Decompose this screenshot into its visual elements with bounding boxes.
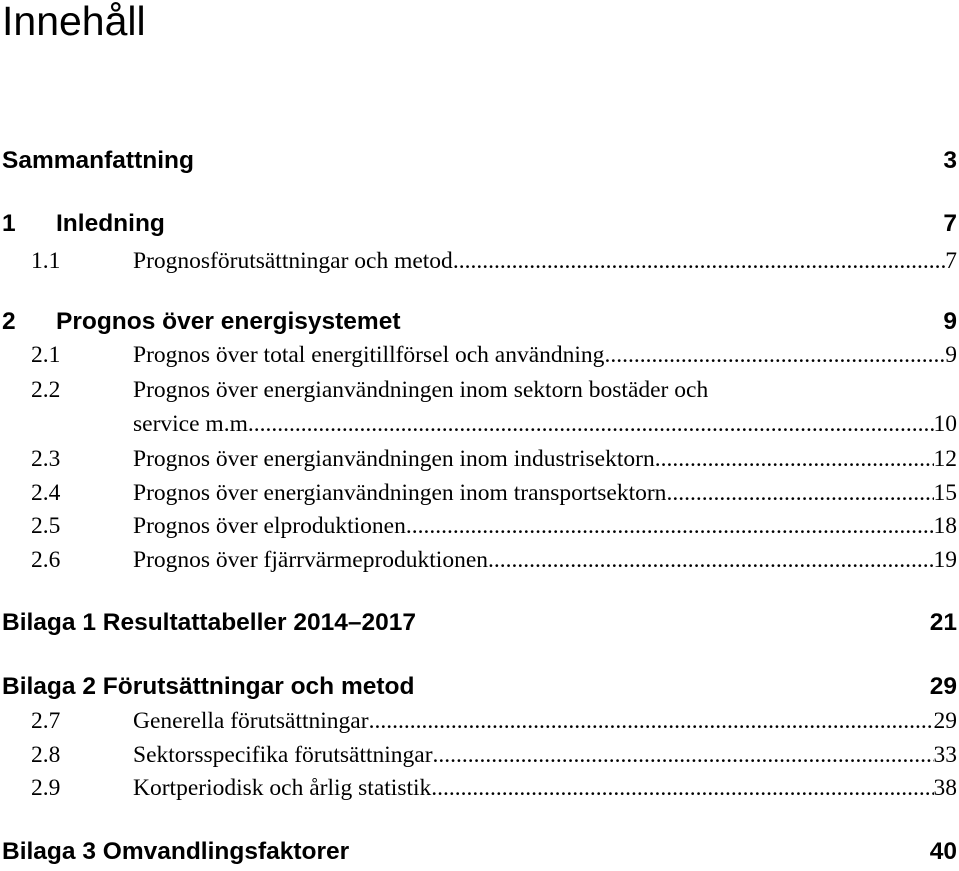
toc-section-text: Prognos över energianvändningen inom transportsektorn (133, 480, 667, 506)
toc-entry-bilaga-1[interactable] (2, 608, 957, 638)
toc-entry-2-5[interactable] (2, 511, 957, 541)
toc-entry-sammanfattning[interactable] (2, 146, 957, 176)
toc-section-text: Generella förutsättningar (133, 708, 369, 734)
toc-page-number: 29 (933, 708, 957, 734)
toc-leader-line (133, 773, 957, 803)
toc-leader-line (133, 740, 957, 770)
toc-leader-line (133, 511, 957, 541)
toc-page-number: 15 (933, 480, 957, 506)
toc-page-number: 9 (945, 342, 957, 368)
toc-entry-2-6[interactable] (2, 545, 957, 575)
toc-section-text: Prognos över total energitillförsel och användning (133, 342, 605, 368)
toc-entry-2-8[interactable] (2, 740, 957, 770)
toc-section-number: 2.1 (31, 342, 61, 368)
toc-entry-bilaga-3[interactable] (2, 837, 957, 867)
toc-entry-2-7[interactable] (2, 706, 957, 736)
toc-section-number: 2.6 (31, 547, 61, 573)
dot-leader (655, 444, 934, 474)
toc-leader-line (133, 340, 957, 370)
toc-entry-chapter-1[interactable] (2, 209, 957, 239)
toc-section-text: Prognos över energianvändningen inom industrisektorn (133, 446, 655, 472)
toc-heading-text: Prognos över energisystemet (56, 308, 401, 335)
toc-page-number: 33 (933, 742, 957, 768)
toc-section-number: 1.1 (31, 248, 61, 274)
toc-section-number: 2.4 (31, 480, 61, 506)
toc-page-number: 38 (933, 775, 957, 801)
toc-section-number: 2.5 (31, 513, 61, 539)
dot-leader (369, 706, 934, 736)
toc-section-text-continued: service m.m. (133, 411, 254, 437)
toc-entry-2-2-continued[interactable] (2, 409, 957, 439)
dot-leader (406, 511, 934, 541)
toc-section-number: 2.2 (31, 377, 61, 403)
toc-heading-text: Bilaga 1 Resultattabeller 2014–2017 (2, 609, 417, 636)
toc-heading-text: Bilaga 3 Omvandlingsfaktorer (2, 838, 350, 865)
dot-leader (431, 773, 933, 803)
toc-leader-line (133, 246, 957, 276)
toc-page-number: 21 (929, 609, 957, 636)
toc-entry-chapter-2[interactable] (2, 307, 957, 337)
toc-section-text: Kortperiodisk och årlig statistik (133, 775, 432, 801)
toc-section-text: Sektorsspecifika förutsättningar (133, 742, 433, 768)
toc-page-number: 12 (933, 446, 957, 472)
page-title: Innehåll (2, 0, 146, 44)
toc-leader-line (133, 478, 957, 508)
toc-section-text: Prognos över fjärrvärmeproduktionen (133, 547, 489, 573)
toc-entry-bilaga-2[interactable] (2, 672, 957, 702)
toc-section-number: 2.9 (31, 775, 61, 801)
dot-leader (666, 478, 933, 508)
toc-section-text: Prognos över elproduktionen (133, 513, 406, 539)
toc-entry-2-9[interactable] (2, 773, 957, 803)
toc-page-number: 7 (943, 210, 957, 237)
toc-leader-line (133, 409, 957, 439)
toc-leader-line (133, 444, 957, 474)
dot-leader (453, 246, 945, 276)
toc-page-number: 9 (943, 308, 957, 335)
toc-section-number: 2.7 (31, 708, 61, 734)
toc-heading-text: Inledning (56, 210, 165, 237)
toc-leader-line (133, 706, 957, 736)
toc-leader-line (133, 545, 957, 575)
dot-leader (604, 340, 945, 370)
toc-page-number: 3 (943, 147, 957, 174)
toc-page-number: 7 (945, 248, 957, 274)
toc-section-text: Prognosförutsättningar och metod (133, 248, 453, 274)
toc-heading-text: Bilaga 2 Förutsättningar och metod (2, 673, 415, 700)
toc-chapter-number: 2 (2, 308, 16, 335)
toc-section-text: Prognos över energianvändningen inom sektorn bostäder och (133, 377, 709, 403)
dot-leader (433, 740, 934, 770)
toc-entry-1-1[interactable] (2, 246, 957, 276)
dot-leader (254, 409, 934, 439)
toc-entry-2-3[interactable] (2, 444, 957, 474)
toc-entry-2-4[interactable] (2, 478, 957, 508)
toc-section-number: 2.8 (31, 742, 61, 768)
toc-heading-text: Sammanfattning (2, 147, 194, 174)
toc-section-number: 2.3 (31, 446, 61, 472)
toc-entry-2-1[interactable] (2, 340, 957, 370)
toc-entry-2-2[interactable] (2, 375, 957, 405)
dot-leader (488, 545, 933, 575)
toc-page-number: 18 (933, 513, 957, 539)
toc-page-number: 40 (929, 838, 957, 865)
toc-page-number: 10 (933, 411, 957, 437)
toc-page-number: 19 (933, 547, 957, 573)
toc-chapter-number: 1 (2, 210, 16, 237)
toc-page-number: 29 (929, 673, 957, 700)
